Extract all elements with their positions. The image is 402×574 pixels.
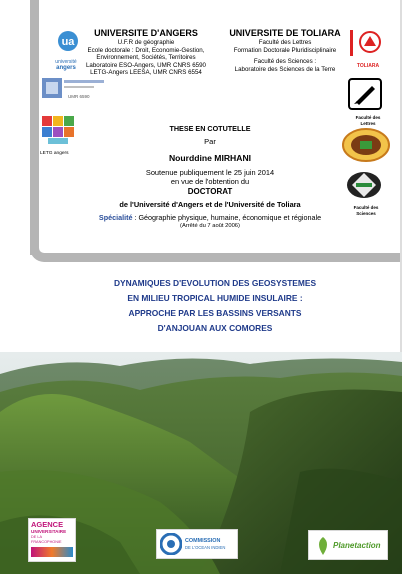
- universite-angers-block: [82, 28, 210, 77]
- university-line: Faculté des Lettres: [258, 39, 312, 46]
- planetaction-logo: [308, 530, 388, 560]
- universite-angers-logo: [46, 30, 86, 71]
- frame-vertical-bar: [30, 0, 39, 255]
- title-line: D'ANJOUAN AUX COMORES: [157, 323, 273, 333]
- university-line: LETG-Angers LEESA, UMR CNRS 6554: [90, 69, 202, 77]
- seal-logo: [342, 128, 390, 164]
- auf-logo: [28, 518, 76, 562]
- defense-date: Soutenue publiquement le 25 juin 2014: [145, 168, 275, 177]
- university-line: Faculté des Sciences :: [253, 58, 317, 66]
- title-line: EN MILIEU TROPICAL HUMIDE INSULAIRE :: [127, 293, 303, 303]
- speciality-value: : Géographie physique, humaine, économique et régionale: [132, 213, 322, 222]
- frame-horizontal-bar: [50, 253, 402, 262]
- logo-text: UMR 6590: [68, 94, 90, 99]
- university-line: Laboratoire des Sciences de la Terre: [234, 65, 336, 73]
- sponsor-text: UNIVERSITAIRE: [31, 529, 67, 534]
- universite-toliara-block: [222, 28, 348, 73]
- sponsor-text: COMMISSION: [185, 538, 221, 544]
- thesis-title: [50, 276, 380, 336]
- eso-logo: [42, 76, 106, 102]
- university-name: UNIVERSITE D'ANGERS: [94, 28, 198, 38]
- obtention-text: en vue de l'obtention du: [170, 177, 250, 186]
- logo-text: université: [55, 59, 77, 65]
- author-name: Nourddine MIRHANI: [168, 153, 252, 163]
- arrete-note: (Arrêté du 7 août 2006): [180, 223, 240, 229]
- logo-text: Faculté des Sciences: [353, 205, 379, 216]
- speciality-label: Spécialité: [98, 213, 133, 222]
- logo-text: LETG angers: [40, 151, 69, 156]
- commission-ocean-indien-logo: [156, 529, 238, 559]
- logo-text: angers: [56, 65, 76, 71]
- university-line: U.F.R de géographie: [117, 39, 175, 46]
- par-label: Par: [204, 137, 216, 146]
- degree: DOCTORAT: [187, 187, 233, 196]
- universite-toliara-logo: [350, 28, 386, 69]
- defense-info: [100, 168, 320, 186]
- university-line: Ecole doctorale : Droit, Economie-Gestion,: [87, 46, 205, 54]
- faculte-lettres-logo: [348, 78, 388, 124]
- university-name: UNIVERSITE DE TOLIARA: [229, 28, 341, 38]
- logo-text: TOLIARA: [356, 63, 380, 69]
- university-line: Formation Doctorale Pluridisciplinaire: [233, 46, 337, 54]
- universities-line: de l'Université d'Angers et de l'Université de Toliara: [119, 200, 301, 209]
- title-line: APPROCHE PAR LES BASSINS VERSANTS: [128, 308, 302, 318]
- sponsor-text: DE L'OCEAN INDIEN: [185, 545, 226, 550]
- title-line: DYNAMIQUES D'EVOLUTION DES GEOSYSTEMES: [113, 278, 317, 288]
- sponsor-text: Planetaction: [333, 541, 381, 550]
- sponsor-text: DE LA FRANCOPHONIE: [31, 535, 62, 544]
- logo-text: Faculté des Lettres: [355, 115, 381, 126]
- university-line: Environnement, Sociétés, Territoires: [96, 54, 196, 62]
- faculte-sciences-logo: [346, 170, 386, 216]
- letg-logo: [40, 114, 82, 160]
- thesis-type: THESE EN COTUTELLE: [169, 124, 251, 133]
- speciality: [80, 214, 340, 222]
- university-line: Laboratoire ESO-Angers, UMR CNRS 6590: [85, 61, 207, 69]
- sponsor-text: AGENCE: [31, 520, 64, 529]
- svg-text:ua: ua: [61, 36, 75, 48]
